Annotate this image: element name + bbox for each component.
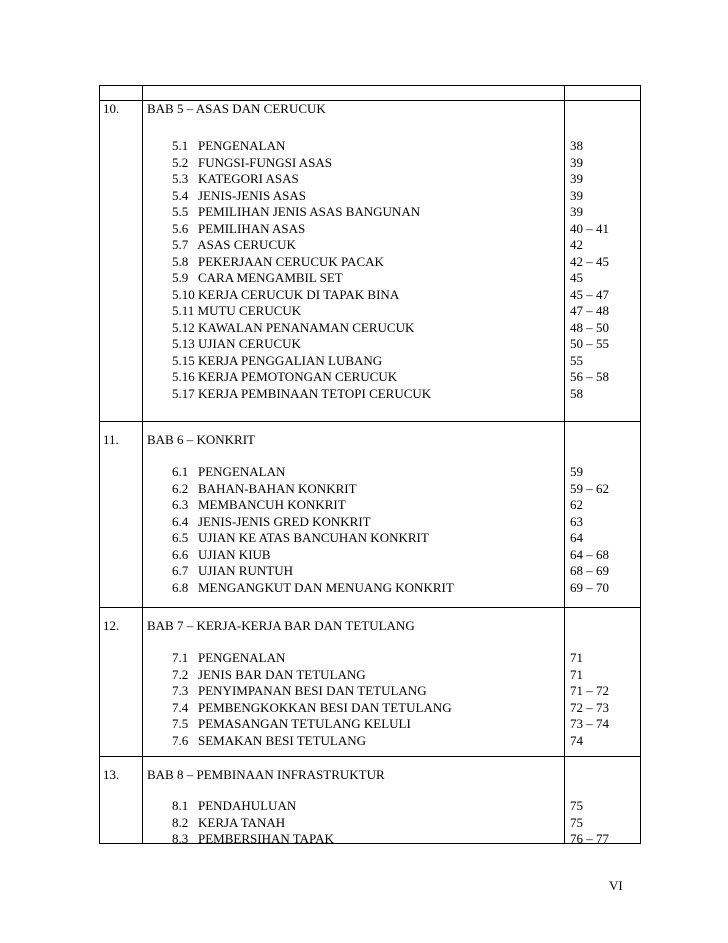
toc-entry-page: 71 [570, 666, 583, 682]
toc-entry-page: 59 [570, 464, 583, 479]
toc-entry-label: 7.1 PENGENALAN [172, 650, 286, 665]
toc-entry-label: 5.16 KERJA PEMOTONGAN CERUCUK [172, 369, 398, 384]
toc-entry-label: 7.4 PEMBENGKOKKAN BESI DAN TETULANG [172, 699, 452, 715]
section-number: 13. [103, 767, 120, 782]
toc-entry-page: 64 [570, 530, 583, 545]
toc-entry-page: 56 – 58 [570, 369, 609, 384]
toc-entry-label: 7.5 PEMASANGAN TETULANG KELULI [172, 716, 411, 731]
toc-entry-page: 75 [570, 798, 583, 813]
toc-entry-label: 5.10 KERJA CERUCUK DI TAPAK BINA [172, 286, 400, 302]
toc-entry-page: 63 [570, 513, 583, 529]
column-divider-number [142, 86, 143, 843]
toc-entry-label: 5.15 KERJA PENGGALIAN LUBANG [172, 352, 383, 368]
toc-entry-page: 69 – 70 [570, 579, 609, 595]
toc-entry-page: 39 [570, 187, 583, 203]
toc-entry-page: 75 [570, 814, 583, 830]
toc-entry-label: 5.12 KAWALAN PENANAMAN CERUCUK [172, 319, 415, 335]
toc-entry-label: 5.7 ASAS CERUCUK [172, 237, 296, 252]
toc-entry-page: 42 – 45 [570, 253, 609, 269]
toc-entry-label: 6.5 UJIAN KE ATAS BANCUHAN KONKRIT [172, 530, 429, 545]
toc-entry-page: 58 [570, 385, 583, 401]
toc-entry-label: 5.4 JENIS-JENIS ASAS [172, 187, 306, 203]
toc-entry-page: 71 [570, 650, 583, 665]
section-number: 12. [103, 618, 120, 633]
toc-entry-label: 6.2 BAHAN-BAHAN KONKRIT [172, 480, 357, 496]
toc-entry-page: 42 [570, 237, 583, 252]
row-separator [100, 421, 640, 422]
toc-entry-label: 6.3 MEMBANCUH KONKRIT [172, 497, 346, 512]
toc-entry-label: 7.6 SEMAKAN BESI TETULANG [172, 732, 367, 748]
toc-entry-page: 48 – 50 [570, 319, 609, 335]
toc-entry-label: 5.2 FUNGSI-FUNGSI ASAS [172, 154, 333, 170]
toc-entry-page: 68 – 69 [570, 563, 609, 578]
toc-entry-label: 6.8 MENGANGKUT DAN MENUANG KONKRIT [172, 579, 454, 595]
toc-entry-page: 73 – 74 [570, 716, 609, 731]
toc-entry-label: 5.8 PEKERJAAN CERUCUK PACAK [172, 253, 384, 269]
section-number: 10. [103, 101, 120, 116]
toc-entry-label: 5.3 KATEGORI ASAS [172, 171, 299, 186]
toc-entry-page: 47 – 48 [570, 303, 609, 318]
toc-entry-label: 8.2 KERJA TANAH [172, 814, 286, 830]
toc-entry-label: 5.9 CARA MENGAMBIL SET [172, 270, 343, 285]
row-separator [100, 607, 640, 608]
toc-entry-label: 8.1 PENDAHULUAN [172, 798, 297, 813]
table-of-contents [99, 85, 641, 844]
toc-entry-page: 74 [570, 732, 583, 748]
section-title: BAB 8 – PEMBINAAN INFRASTRUKTUR [147, 767, 385, 782]
toc-entry-page: 59 – 62 [570, 480, 609, 496]
page-number: VI [609, 878, 623, 893]
toc-entry-label: 7.2 JENIS BAR DAN TETULANG [172, 666, 366, 682]
toc-entry-label: 6.6 UJIAN KIUB [172, 546, 271, 562]
toc-entry-label: 6.4 JENIS-JENIS GRED KONKRIT [172, 513, 371, 529]
toc-entry-page: 71 – 72 [570, 683, 609, 698]
toc-entry-page: 39 [570, 154, 583, 170]
toc-entry-label: 5.13 UJIAN CERUCUK [172, 336, 301, 351]
section-title: BAB 6 – KONKRIT [147, 432, 255, 447]
section-title: BAB 5 – ASAS DAN CERUCUK [147, 101, 326, 116]
toc-entry-page: 45 – 47 [570, 286, 609, 302]
section-number: 11. [103, 432, 119, 447]
toc-entry-page: 40 – 41 [570, 220, 609, 236]
toc-entry-page: 45 [570, 270, 583, 285]
row-separator [100, 756, 640, 757]
toc-entry-label: 5.1 PENGENALAN [172, 138, 286, 153]
toc-entry-label: 6.1 PENGENALAN [172, 464, 286, 479]
toc-entry-label: 7.3 PENYIMPANAN BESI DAN TETULANG [172, 683, 427, 698]
toc-entry-label: 6.7 UJIAN RUNTUH [172, 563, 293, 578]
toc-entry-label: 5.5 PEMILIHAN JENIS ASAS BANGUNAN [172, 204, 421, 219]
toc-entry-page: 39 [570, 204, 583, 219]
toc-entry-page: 50 – 55 [570, 336, 609, 351]
toc-entry-label: 5.11 MUTU CERUCUK [172, 303, 302, 318]
section-title: BAB 7 – KERJA-KERJA BAR DAN TETULANG [147, 618, 415, 633]
toc-entry-page: 39 [570, 171, 583, 186]
toc-entry-page: 64 – 68 [570, 546, 609, 562]
toc-entry-page: 55 [570, 352, 583, 368]
toc-entry-page: 72 – 73 [570, 699, 609, 715]
toc-entry-page: 76 – 77 [570, 831, 609, 846]
toc-entry-label: 8.3 PEMBERSIHAN TAPAK [172, 831, 334, 846]
toc-entry-label: 5.17 KERJA PEMBINAAN TETOPI CERUCUK [172, 385, 432, 401]
toc-entry-page: 38 [570, 138, 583, 153]
toc-entry-label: 5.6 PEMILIHAN ASAS [172, 220, 306, 236]
toc-entry-page: 62 [570, 497, 583, 512]
column-divider-page [564, 86, 565, 843]
